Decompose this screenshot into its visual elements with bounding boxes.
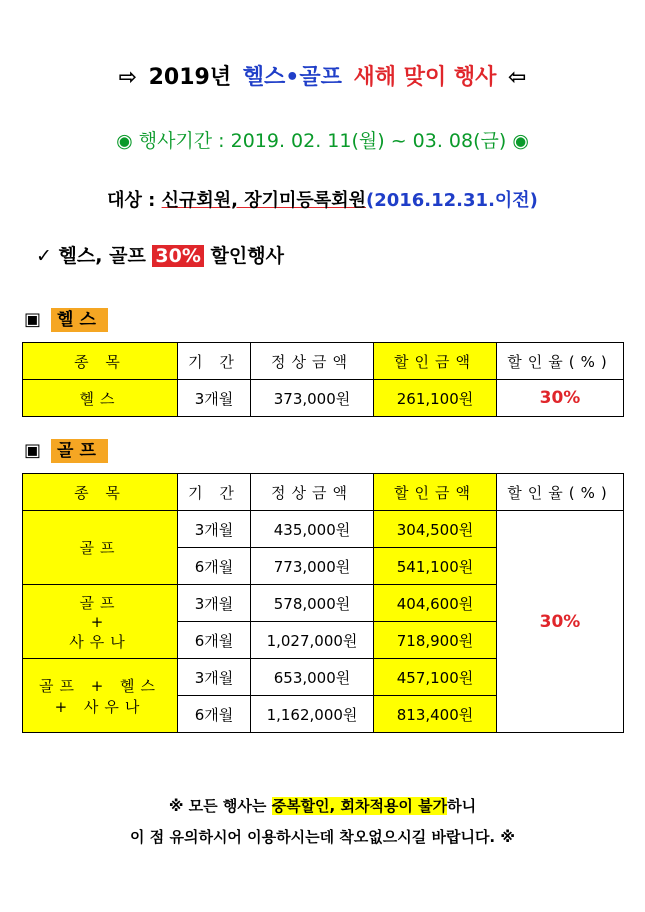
header-sale-price: 할인금액 [374,474,497,511]
item-cell-golf-health-sauna [23,659,178,733]
target-label: 대상 : [107,190,162,211]
period-bullet-icon: ◉ [512,130,529,152]
rate-cell: 30% [497,511,624,733]
item-line: 골프 + 헬스 [38,676,162,695]
sale-price-cell: 541,100원 [374,548,497,585]
table-row [23,380,624,417]
arrow-right-icon: ⇨ [118,65,137,90]
discount-prefix: 헬스, 골프 [58,245,153,267]
regular-price-cell: 653,000원 [251,659,374,696]
period-cell: 3개월 [178,511,251,548]
item-line: + [90,612,110,631]
square-box-icon: ▣ [24,440,42,461]
table-header-row [23,474,624,511]
regular-price-cell: 578,000원 [251,585,374,622]
period-cell: 6개월 [178,548,251,585]
event-period [0,126,645,153]
notice-line-1 [0,795,645,816]
notice-highlight: 중복할인, 회차적용이 불가 [271,797,448,815]
sale-price-cell: 404,600원 [374,585,497,622]
notice-suffix: 하니 [447,797,477,815]
arrow-left-icon: ⇦ [508,65,527,90]
period-cell: 3개월 [178,659,251,696]
period-bullet-icon: ◉ [116,130,133,152]
checkmark-icon: ✓ [36,245,52,267]
event-target [0,186,645,212]
sale-price-cell: 813,400원 [374,696,497,733]
period-cell: 6개월 [178,696,251,733]
period-cell: 3개월 [178,585,251,622]
regular-price-cell: 435,000원 [251,511,374,548]
regular-price-cell: 1,162,000원 [251,696,374,733]
target-members: 신규회원, 장기미등록회원 [161,190,366,211]
header-regular-price: 정상금액 [251,474,374,511]
table-header-row [23,343,624,380]
item-line: 골프 [79,593,121,612]
period-cell: 3개월 [178,380,251,417]
header-regular-price: 정상금액 [251,343,374,380]
notice-prefix: ※ 모든 행사는 [168,797,272,815]
regular-price-cell: 773,000원 [251,548,374,585]
golf-price-table [22,473,624,733]
header-rate: 할인율(%) [497,343,624,380]
rate-cell: 30% [497,380,624,417]
discount-percent-badge: 30% [152,245,203,267]
health-section-heading [24,305,108,330]
notice-line-2: 이 점 유의하시어 이용하시는데 착오없으시길 바랍니다. ※ [130,828,515,846]
header-period: 기 간 [178,343,251,380]
health-price-table [22,342,624,417]
event-title [0,60,645,91]
sale-price-cell: 261,100원 [374,380,497,417]
health-section-name: 헬스 [51,308,108,332]
sale-price-cell: 718,900원 [374,622,497,659]
header-period: 기 간 [178,474,251,511]
target-date: (2016.12.31.이전) [365,190,538,211]
item-cell-golf: 골프 [23,511,178,585]
header-item: 종 목 [23,474,178,511]
period-cell: 6개월 [178,622,251,659]
regular-price-cell: 1,027,000원 [251,622,374,659]
square-box-icon: ▣ [24,309,42,330]
title-health-golf: 헬스•골프 [242,65,342,90]
header-item: 종 목 [23,343,178,380]
title-year: 2019년 [148,65,232,90]
header-rate: 할인율(%) [497,474,624,511]
item-line: 사우나 [69,632,131,651]
regular-price-cell: 373,000원 [251,380,374,417]
discount-suffix: 할인행사 [203,245,284,267]
sale-price-cell: 457,100원 [374,659,497,696]
discount-headline [36,241,284,268]
golf-section-name: 골프 [51,439,108,463]
period-text: 행사기간 : 2019. 02. 11(월) ~ 03. 08(금) [138,130,507,152]
item-line: + 사우나 [54,697,146,716]
sale-price-cell: 304,500원 [374,511,497,548]
item-cell-golf-sauna [23,585,178,659]
item-cell: 헬스 [23,380,178,417]
golf-section-heading [24,436,108,461]
header-sale-price: 할인금액 [374,343,497,380]
table-row [23,511,624,548]
title-event: 새해 맞이 행사 [353,65,497,90]
